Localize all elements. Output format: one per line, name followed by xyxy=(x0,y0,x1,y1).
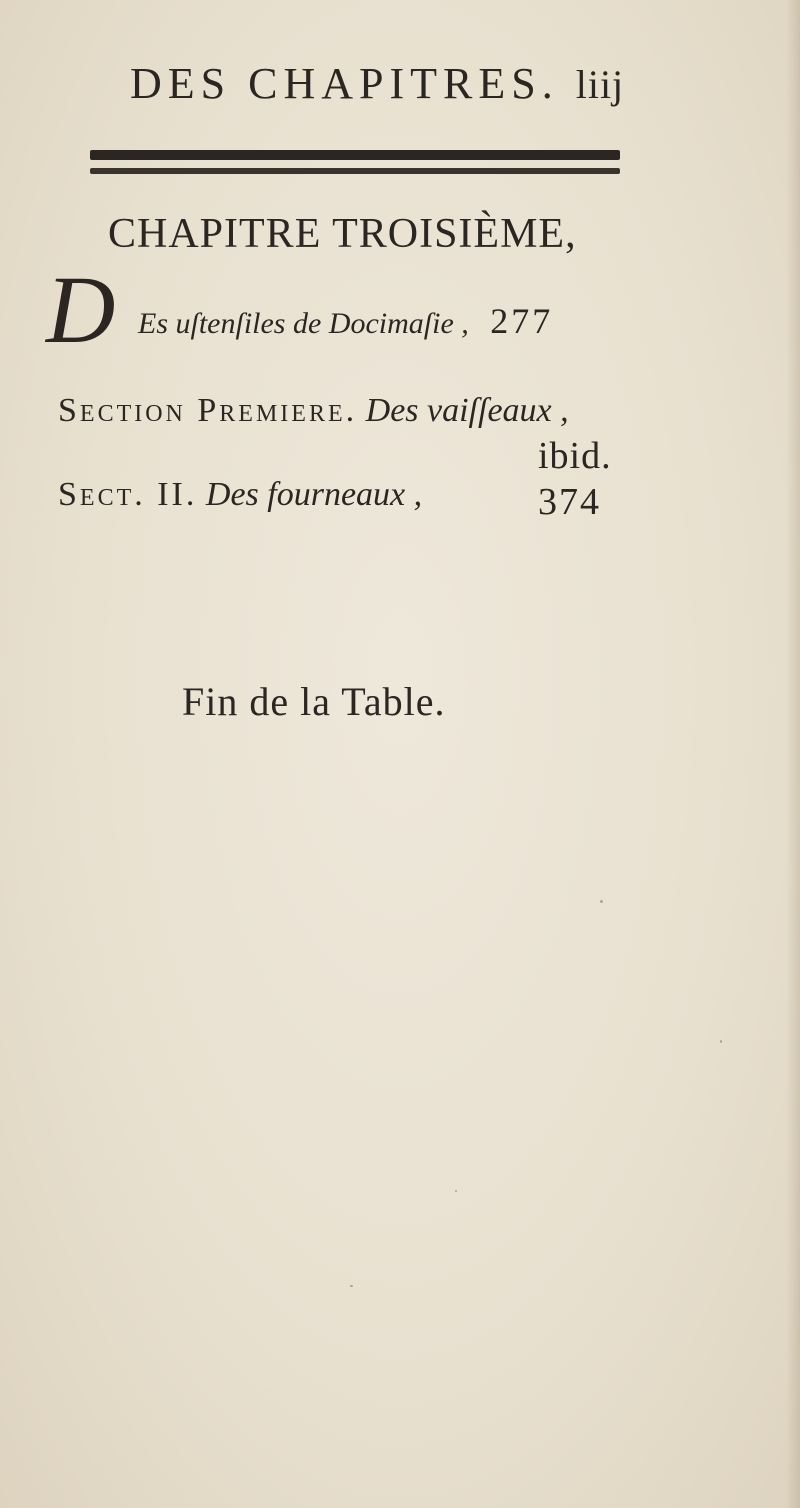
toc-entry-text: Des fourneaux , xyxy=(205,476,423,513)
paper-speck xyxy=(455,1190,457,1192)
toc-entry-sect-ii xyxy=(58,476,422,514)
toc-entry-label: Section Premiere. xyxy=(58,392,358,429)
toc-entry-label: Sect. II. xyxy=(58,476,198,513)
toc-entry-section-premiere xyxy=(58,392,569,430)
header-rule-thick xyxy=(90,150,620,160)
page-edge-shadow xyxy=(786,0,800,1508)
header-rule-thin xyxy=(90,168,620,174)
running-head xyxy=(130,58,690,109)
toc-entry-text: Es uſtenſiles de Docimaſie , xyxy=(138,307,469,340)
toc-entry-text: Des vaiſſeaux , xyxy=(365,392,569,429)
toc-entry-page: 374 xyxy=(538,481,601,523)
running-head-title: DES CHAPITRES. xyxy=(130,59,559,108)
closing-line: Fin de la Table. xyxy=(182,679,446,724)
page-number: liij xyxy=(575,62,625,107)
chapter-title: CHAPITRE TROISIÈME, xyxy=(108,211,577,257)
paper-speck xyxy=(600,900,603,903)
paper-speck xyxy=(350,1285,353,1287)
toc-entry-ustensiles xyxy=(138,300,553,342)
drop-cap: D xyxy=(46,256,116,363)
toc-entry-page: 277 xyxy=(490,301,554,341)
toc-entry-page: ibid. xyxy=(538,435,612,477)
paper-speck xyxy=(720,1040,722,1043)
